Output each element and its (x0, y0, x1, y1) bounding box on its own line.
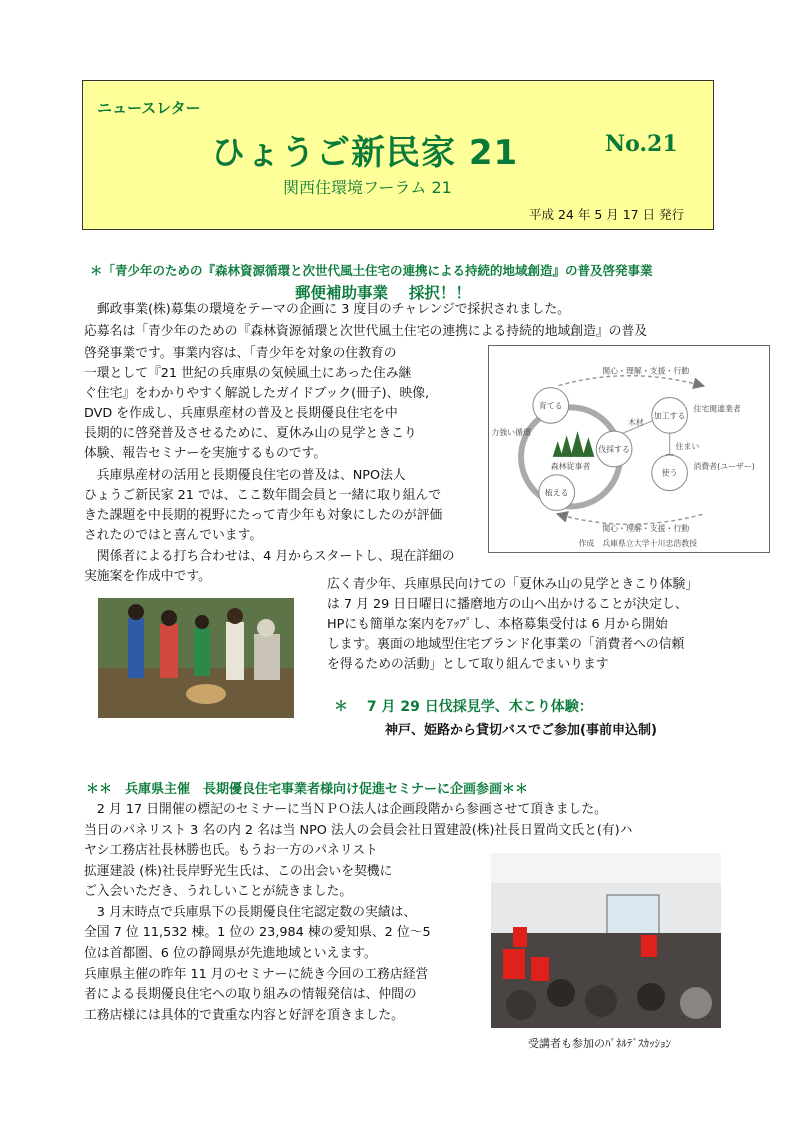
newsletter-header (82, 80, 714, 230)
diagram-node-cut: 伐採する (598, 444, 630, 454)
diagram-side-right: 住宅関連業者 (693, 404, 741, 414)
section1-line: ぐ住宅』をわかりやすく解説したガイドブック(冊子)、映像, (84, 386, 430, 401)
section2-line: 工務店様には具体的で貴重な内容と好評を頂きました。 (84, 1008, 404, 1023)
trees-icon (553, 431, 595, 457)
event-headline: ＊ 7 月 29 日伐採見学、木こり体験： (334, 699, 593, 715)
section1-line: 郵政事業(株)募集の環境をテーマの企画に 3 度目のチャレンジで採択されました。 (84, 302, 570, 317)
diagram-bottom-label: 関心・理解・支援・行動 (602, 524, 690, 534)
section2-line: 当日のパネリスト 3 名の内 2 名は当 NPO 法人の会員会社日置建設(株)社長日置尚文氏と(有)ハ (84, 823, 633, 838)
section1-right-line: します。裏面の地域型住宅ブランド化事業の「消費者への信頼 (327, 637, 685, 652)
section2-line: ヤシ工務店社長林勝也氏。もうお一方のパネリスト (84, 843, 378, 858)
section2-line: ご入会いただき、うれしいことが続きました。 (84, 884, 353, 899)
section1-line: きた課題を中長期的視野にたって青少年も対象にしたのが評価 (84, 508, 443, 523)
diagram-top-label: 関心・理解・支援・行動 (602, 366, 690, 376)
seminar-photo-art (491, 853, 721, 1028)
section1-line: 関係者による打ち合わせは、4 月からスタートし、現在詳細の (84, 549, 455, 564)
cycle-diagram-svg (489, 346, 769, 552)
section2-line: 拡運建設 (株)社長岸野光生氏は、この出会いを契機に (84, 864, 393, 879)
section2-line: 兵庫県主催の昨年 11 月のセミナーに続き今回の工務店経営 (84, 967, 429, 982)
section1-line: 体験、報告セミナーを実施するものです。 (84, 446, 327, 461)
section2-line: 3 月末時点で兵庫県下の長期優良住宅認定数の実績は、 (84, 905, 417, 920)
issue-number: No.21 (605, 131, 678, 157)
section2-line: 位は首都圏、6 位の静岡県が先進地域といえます。 (84, 946, 377, 961)
diagram-side-left: 力強い循環 (491, 428, 531, 438)
event-detail: 神戸、姫路から貸切バスでご参加(事前申込制) (385, 723, 657, 738)
section1-line: 一環として『21 世紀の兵庫県の気候風土にあった住み継 (84, 366, 412, 381)
diagram-house: 住まい (675, 442, 700, 451)
section2-line: 2 月 17 日開催の標記のセミナーに当ＮＰＯ法人は企画段階から参画させて頂きました。 (84, 802, 607, 817)
section1-heading: ＊「青少年のための『森林資源循環と次世代風土住宅の連携による持続的地域創造』の普及啓発事業 (90, 263, 653, 278)
section1-line: 応募名は「青少年のための『森林資源循環と次世代風土住宅の連携による持続的地域創造』の普及 (84, 324, 648, 339)
section1-right-line: 広く青少年、兵庫県民向けての「夏休み山の見学ときこり体験」 (327, 577, 699, 592)
section1-right-line: は 7 月 29 日日曜日に播磨地方の山へ出かけることが決定し、 (327, 597, 688, 612)
section2-line: 全国 7 位 11,532 棟。1 位の 23,984 棟の愛知県、2 位～5 (84, 925, 431, 940)
section1-line: 啓発事業です。事業内容は、「青少年を対象の住教育の (84, 346, 397, 361)
newsletter-label: ニュースレター (97, 99, 201, 117)
section1-line: 兵庫県産材の活用と長期優良住宅の普及は、NPO法人 (84, 468, 406, 483)
page-title: ひょうご新民家 21 (211, 133, 519, 173)
top-arrow (559, 376, 703, 386)
diagram-credit: 作成 兵庫県立大学十川忠浩教授 (578, 539, 698, 549)
forest-photo-art (98, 598, 294, 718)
bottom-arrow (559, 514, 703, 524)
seminar-photo (491, 853, 721, 1028)
section1-right-line: を得るための活動」として取り組んでまいります (327, 657, 609, 672)
publisher-name: 関西住環境フーラム 21 (283, 178, 452, 197)
section1-line: ひょうご新民家 21 では、ここ数年間会員と一緒に取り組んで (84, 488, 442, 503)
diagram-wood: 木材 (628, 418, 644, 428)
section1-line: 実施案を作成中です。 (84, 569, 211, 584)
diagram-center: 森林従事者 (550, 461, 591, 471)
publication-date: 平成 24 年 5 月 17 日 発行 (529, 207, 685, 222)
seminar-photo-caption: 受講者も参加のﾊﾟﾈﾙﾃﾞｽｶｯｼｮﾝ (528, 1037, 671, 1050)
diagram-node-use: 使う (661, 468, 678, 478)
section2-line: 者による長期優良住宅への取り組みの情報発信は、仲間の (84, 987, 417, 1002)
diagram-node-plant: 植える (544, 488, 569, 498)
section1-right-line: HPにも簡単な案内をｱｯﾌﾟし、本格募集受付は 6 月から開始 (327, 617, 668, 632)
section2-heading: ＊＊ 兵庫県主催 長期優良住宅事業者様向け促進セミナーに企画参画＊＊ (86, 782, 529, 797)
section1-subheading: 郵便補助事業 採択！！ (295, 284, 471, 302)
forest-cycle-diagram (488, 345, 770, 553)
diagram-node-grow: 育てる (538, 401, 563, 411)
section1-line: 長期的に啓発普及させるために、夏休み山の見学ときこり (84, 426, 417, 441)
section1-line: されたのではと喜んでいます。 (84, 528, 263, 543)
diagram-consumer: 消費者(ユーザー) (693, 461, 755, 471)
diagram-node-process: 加工する (653, 411, 686, 421)
forest-tour-photo (98, 598, 294, 718)
section1-line: DVD を作成し、兵庫県産材の普及と長期優良住宅を中 (84, 406, 398, 421)
